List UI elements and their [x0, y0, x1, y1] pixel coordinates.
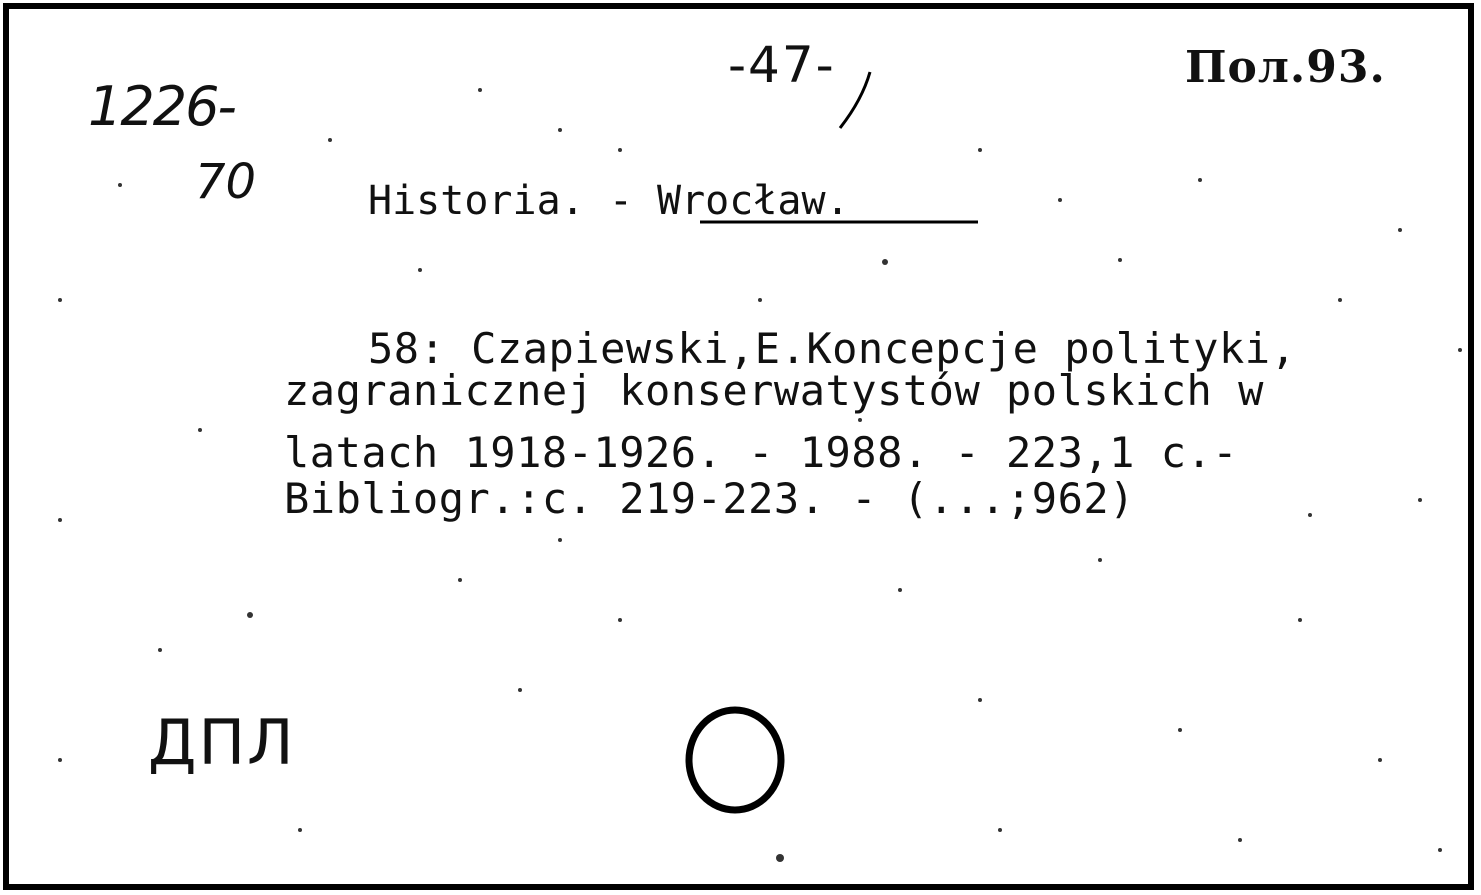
hole-circle [689, 710, 781, 810]
entry-line: 58: Czapiewski,E.Koncepcje polityki, [368, 324, 1297, 373]
department-code: Пол.93. [1185, 42, 1386, 93]
subject-place: Wrocław. [656, 178, 850, 224]
call-number-line-1: 1226- [88, 75, 235, 138]
entry-line: latach 1918-1926. - 1988. - 223,1 c.- [284, 428, 1239, 477]
handwritten-note: ДПЛ [148, 706, 296, 779]
page-number: -47- [728, 36, 836, 94]
entry-line: Bibliogr.:c. 219-223. - (...;962) [284, 474, 1135, 523]
subject-heading [368, 178, 850, 224]
entry-line: zagranicznej konserwatystów polskich w [284, 366, 1264, 415]
call-number-line-2: 70 [195, 154, 257, 210]
subject-main: Historia. - [368, 178, 657, 224]
